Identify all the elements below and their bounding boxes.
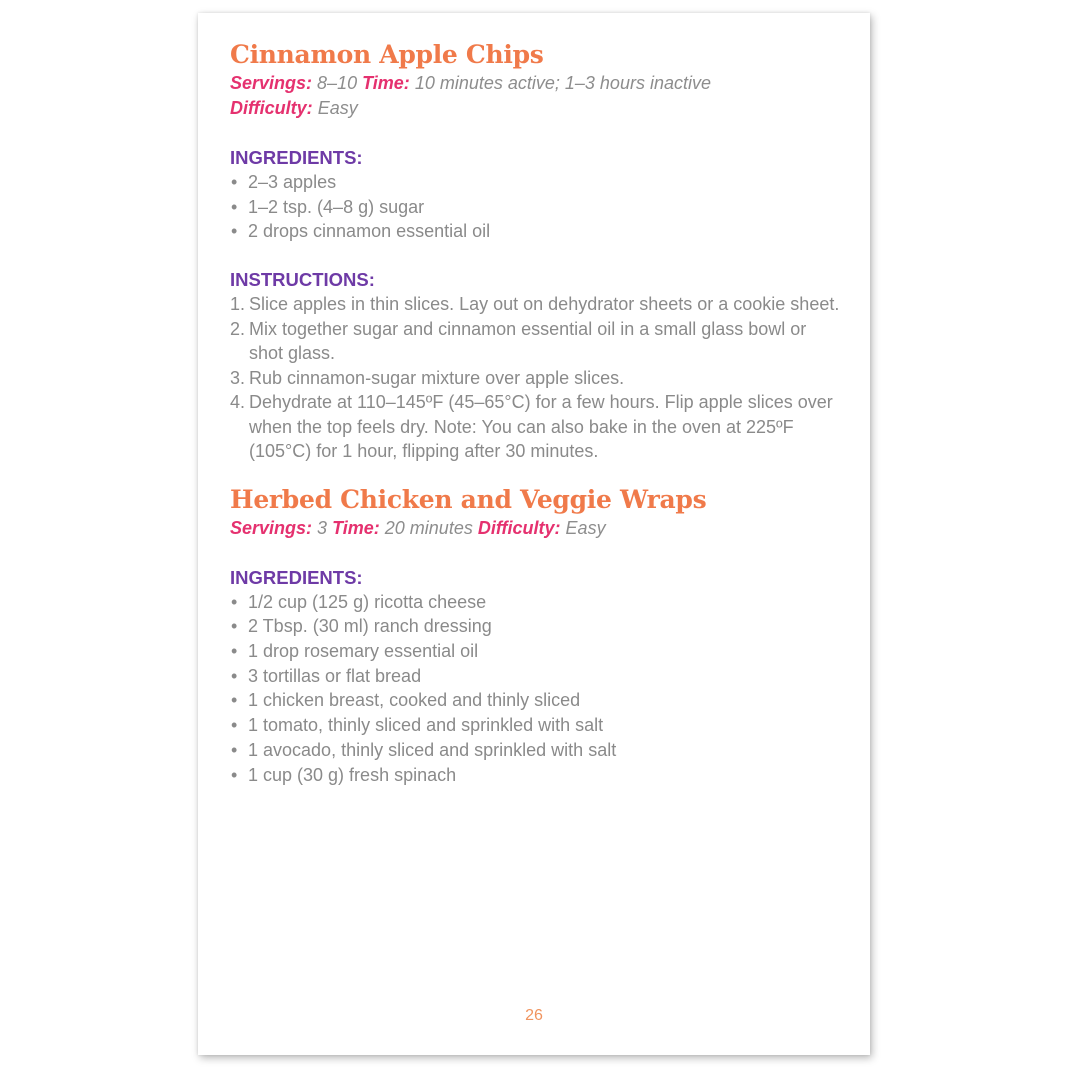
instructions-list <box>230 292 840 464</box>
bullet: • <box>231 221 238 242</box>
step-number: 1. <box>230 294 246 315</box>
bullet: • <box>231 172 238 192</box>
time-label: Time: <box>332 517 380 538</box>
ingredients-heading: INGREDIENTS: <box>230 147 363 168</box>
instructions-heading: INSTRUCTIONS: <box>230 269 375 291</box>
difficulty-value: Easy <box>565 517 606 538</box>
bullet: • <box>231 641 238 662</box>
list-item: • 2–3 apples <box>230 170 840 195</box>
book-page <box>198 13 870 1055</box>
step-number: 4. <box>230 392 246 413</box>
servings-label: Servings: <box>230 73 313 93</box>
list-item: 3. Rub cinnamon-sugar mixture over apple slices. <box>230 366 840 391</box>
recipe-title: Cinnamon Apple Chips <box>230 40 544 69</box>
bullet: • <box>231 739 238 760</box>
bullet: • <box>231 591 238 612</box>
bullet: • <box>231 196 238 217</box>
recipe-cinnamon-apple-chips <box>230 39 840 464</box>
time-value: 20 minutes <box>384 517 473 538</box>
list-item: • 1/2 cup (125 g) ricotta cheese <box>230 590 840 615</box>
time-value: 10 minutes active; 1–3 hours inactive <box>414 73 711 93</box>
time-label: Time: <box>362 73 410 93</box>
ingredients-heading: INGREDIENTS: <box>230 566 363 588</box>
list-item: 4. Dehydrate at 110–145ºF (45–65°C) for a few hours. Flip apple slices over when the top feels dry. Note: You can also bake in the oven at 225ºF (105°C) for 1 hour, flipping after 30 minutes. <box>230 392 833 462</box>
ingredients-list <box>230 590 840 788</box>
list-item: • 1 cup (30 g) fresh spinach <box>230 763 840 788</box>
page-number: 26 <box>525 1007 543 1024</box>
list-item: • 2 Tbsp. (30 ml) ranch dressing <box>230 614 840 639</box>
bullet: • <box>231 764 238 785</box>
list-item: • 1 avocado, thinly sliced and sprinkled with salt <box>230 738 840 763</box>
recipe-title: Herbed Chicken and Veggie Wraps <box>230 484 707 514</box>
list-item: 1. Slice apples in thin slices. Lay out on dehydrator sheets or a cookie sheet. <box>230 292 840 317</box>
difficulty-value: Easy <box>317 98 358 118</box>
list-item: • 2 drops cinnamon essential oil <box>230 219 840 244</box>
ingredients-list <box>230 170 840 244</box>
bullet: • <box>231 616 238 637</box>
step-number: 3. <box>230 367 246 388</box>
recipe-meta <box>230 71 840 121</box>
list-item: • 1 tomato, thinly sliced and sprinkled with salt <box>230 713 840 738</box>
difficulty-label: Difficulty: <box>230 98 313 118</box>
servings-value: 8–10 <box>317 73 358 93</box>
bullet: • <box>231 715 238 736</box>
recipe-meta <box>230 516 840 541</box>
servings-value: 3 <box>317 517 328 538</box>
list-item: • 1 drop rosemary essential oil <box>230 639 840 664</box>
bullet: • <box>231 690 238 711</box>
list-item: • 3 tortillas or flat bread <box>230 664 840 689</box>
recipe-herbed-chicken-wraps <box>230 484 840 788</box>
list-item: 2. Mix together sugar and cinnamon essential oil in a small glass bowl or shot glass. <box>230 318 807 364</box>
bullet: • <box>231 665 238 686</box>
step-number: 2. <box>230 318 246 339</box>
difficulty-label: Difficulty: <box>477 517 561 538</box>
list-item: • 1 chicken breast, cooked and thinly sliced <box>230 688 840 713</box>
list-item: • 1–2 tsp. (4–8 g) sugar <box>230 195 840 220</box>
servings-label: Servings: <box>230 517 313 538</box>
